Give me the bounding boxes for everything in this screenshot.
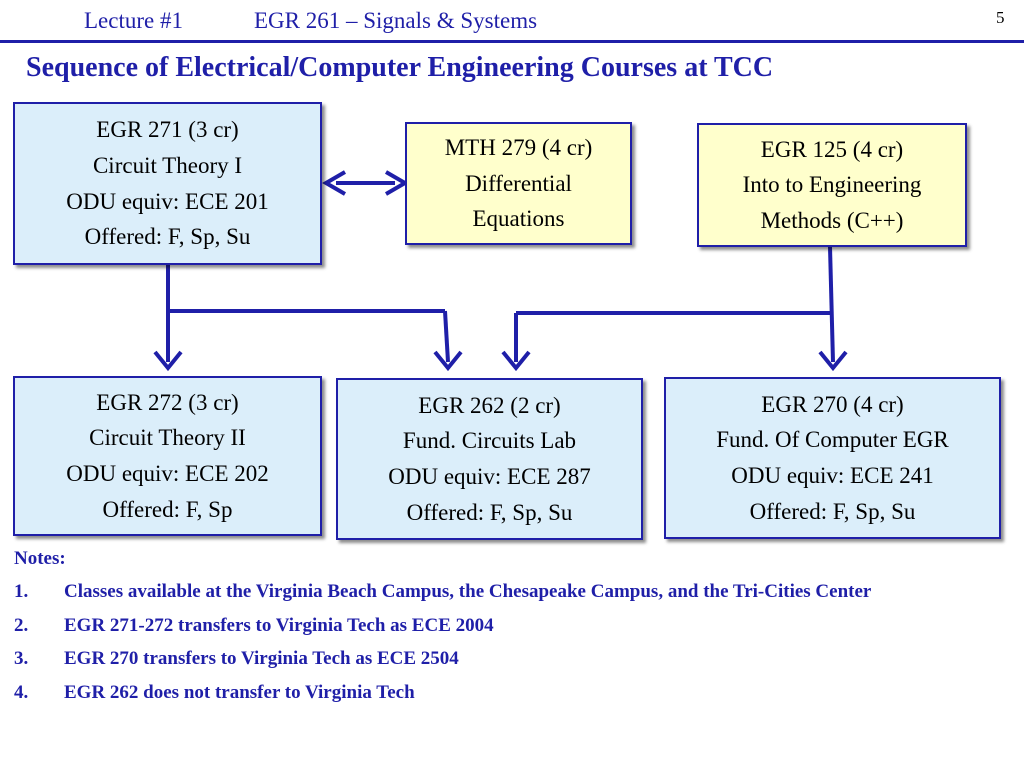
note-text: EGR 271-272 transfers to Virginia Tech as ECE 2004	[64, 614, 494, 636]
egr271-line-2: Circuit Theory I	[92, 152, 243, 178]
egr271-line-3: ODU equiv: ECE 201	[66, 188, 269, 214]
egr262-line-1: EGR 262 (2 cr)	[418, 392, 561, 418]
note-item	[14, 681, 1019, 706]
note-number: 3.	[14, 648, 29, 670]
note-text: Classes available at the Virginia Beach Campus, the Chesapeake Campus, and the Tri-Cities Center	[64, 581, 872, 602]
egr270-line-4: Offered: F, Sp, Su	[749, 498, 916, 524]
note-item	[14, 614, 1019, 639]
to-egr262-left-line	[445, 311, 448, 362]
egr262-line-2: Fund. Circuits Lab	[402, 428, 577, 454]
egr262-line-3: ODU equiv: ECE 287	[388, 464, 591, 489]
egr272-line-2: Circuit Theory II	[89, 425, 246, 451]
egr270-line-3: ODU equiv: ECE 241	[731, 463, 934, 488]
course-box-egr271	[13, 102, 322, 265]
note-number: 1.	[14, 581, 29, 602]
note-text: EGR 262 does not transfer to Virginia Tech	[64, 682, 415, 704]
egr271-line-1: EGR 271 (3 cr)	[96, 117, 239, 143]
egr125-line-3: Methods (C++)	[760, 207, 904, 233]
course-box-mth279	[405, 122, 632, 245]
note-item	[14, 647, 1019, 672]
slide-title: Sequence of Electrical/Computer Engineering Courses at TCC	[26, 52, 774, 83]
egr125-down-line	[830, 247, 833, 362]
egr270-line-1: EGR 270 (4 cr)	[761, 391, 904, 417]
note-number: 4.	[14, 682, 29, 704]
course-box-egr272	[13, 376, 322, 536]
egr125-line-1: EGR 125 (4 cr)	[760, 136, 904, 162]
egr272-line-1: EGR 272 (3 cr)	[96, 389, 239, 415]
notes-heading: Notes:	[14, 548, 66, 569]
notes-section	[14, 548, 1019, 715]
note-number: 2.	[14, 614, 29, 636]
mth279-line-2: Differential	[465, 170, 572, 196]
egr125-line-2: Into to Engineering	[742, 172, 922, 198]
egr271-line-4: Offered: F, Sp, Su	[84, 224, 251, 250]
mth279-line-3: Equations	[472, 206, 565, 232]
egr272-line-3: ODU equiv: ECE 202	[66, 461, 269, 486]
mth279-line-1: MTH 279 (4 cr)	[444, 135, 593, 161]
course-box-egr125	[697, 123, 967, 247]
course-box-egr262	[336, 378, 643, 540]
slide-number: 5	[996, 8, 1005, 27]
egr272-line-4: Offered: F, Sp	[102, 496, 233, 522]
course-box-egr270	[664, 377, 1001, 539]
header-lecture: Lecture #1	[84, 8, 183, 33]
header-course: EGR 261 – Signals & Systems	[254, 8, 538, 33]
note-item	[14, 580, 1019, 605]
egr270-line-2: Fund. Of Computer EGR	[716, 427, 949, 453]
egr262-line-4: Offered: F, Sp, Su	[406, 499, 573, 525]
note-text: EGR 270 transfers to Virginia Tech as ECE 2504	[64, 648, 459, 670]
